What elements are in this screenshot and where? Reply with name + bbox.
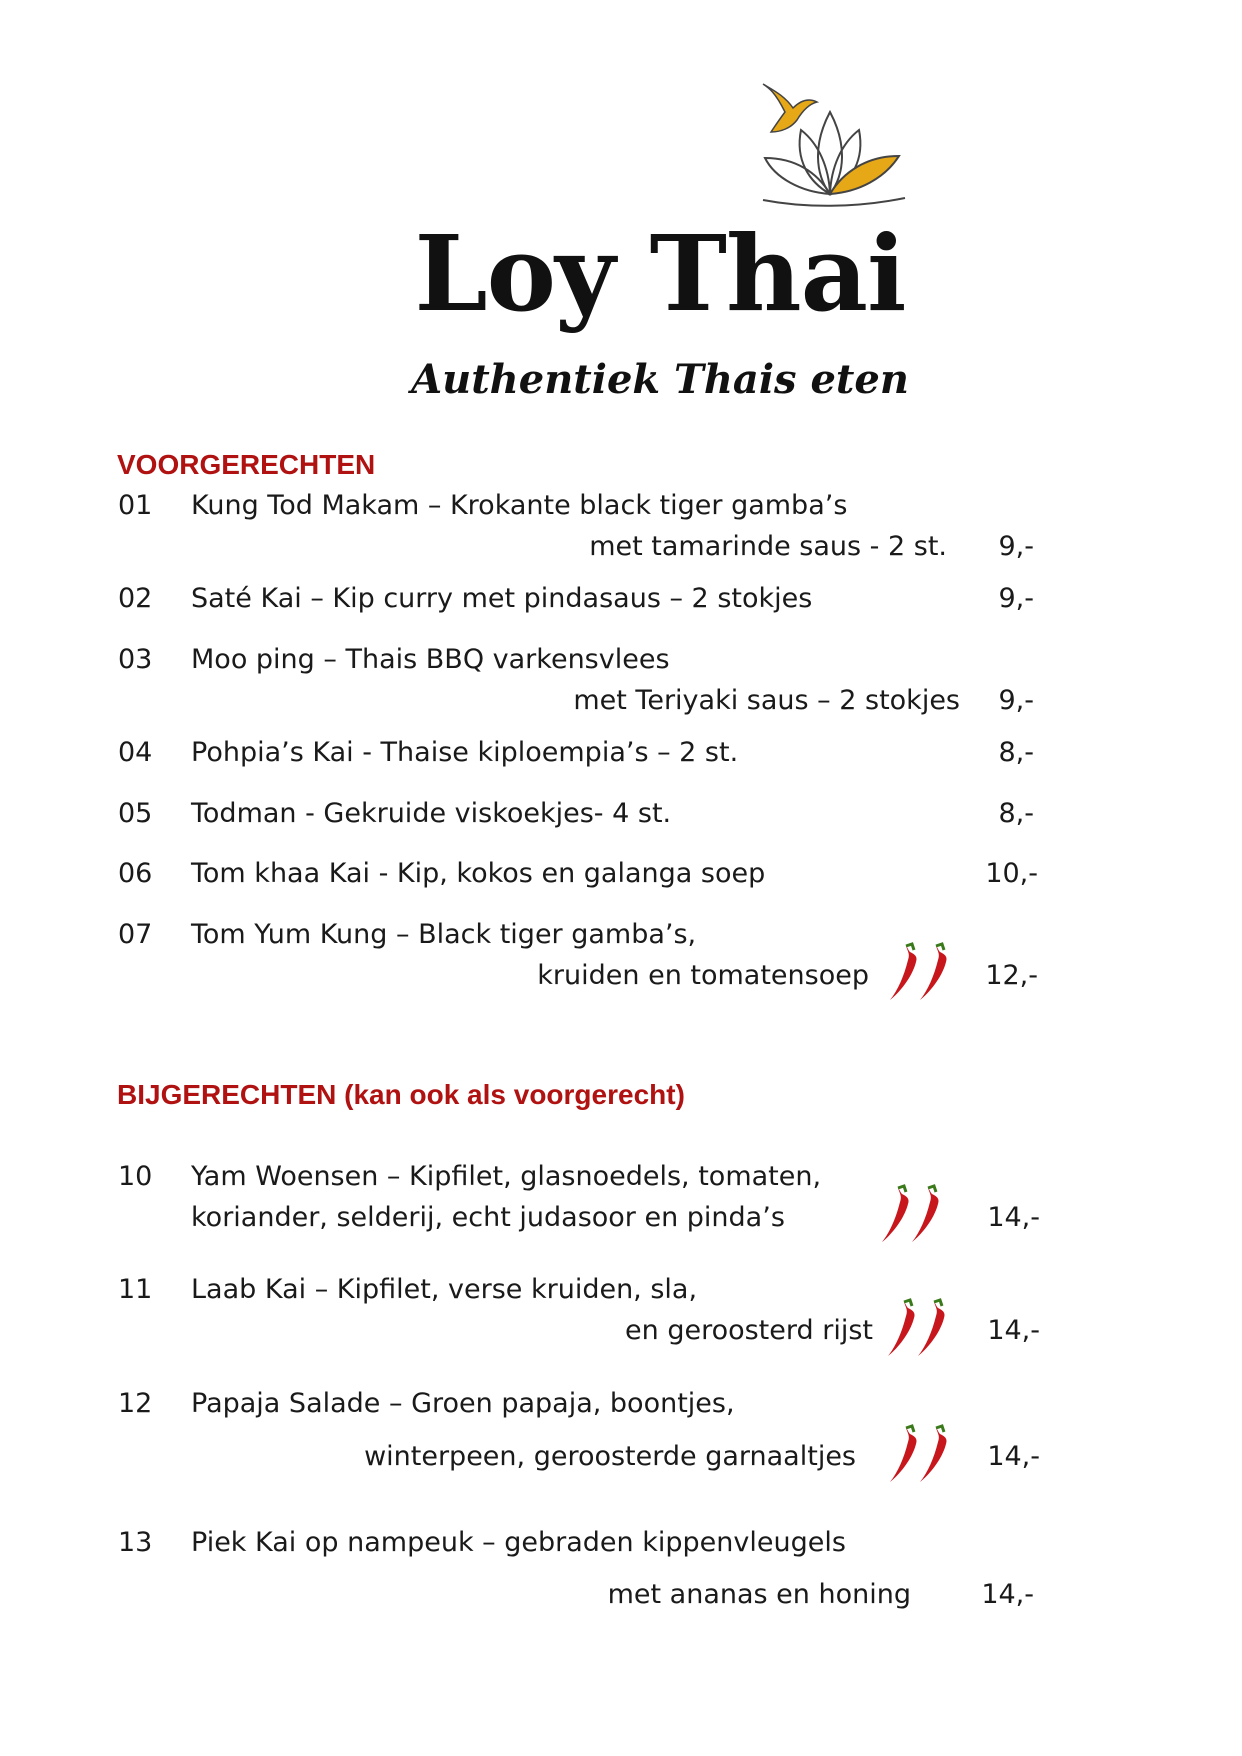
item-price: 8,-	[998, 798, 1034, 829]
item-price: 12,-	[985, 960, 1038, 991]
item-number: 01	[118, 490, 153, 521]
item-price: 14,-	[987, 1315, 1040, 1346]
item-number: 10	[118, 1161, 153, 1192]
item-price: 14,-	[987, 1441, 1040, 1472]
item-price: 8,-	[998, 737, 1034, 768]
item-description: Saté Kai – Kip curry met pindasaus – 2 stokjes	[191, 583, 813, 614]
item-description: Tom Yum Kung – Black tiger gamba’s,	[191, 919, 697, 950]
item-price: 9,-	[998, 685, 1034, 716]
item-description-continued: met tamarinde saus - 2 st.	[589, 531, 947, 562]
item-description: Yam Woensen – Kipfilet, glasnoedels, tomaten,	[191, 1161, 822, 1192]
item-number: 11	[118, 1274, 153, 1305]
item-description-continued: en geroosterd rijst	[625, 1315, 873, 1346]
item-description-continued: winterpeen, geroosterde garnaaltjes	[364, 1441, 856, 1472]
item-number: 07	[118, 919, 153, 950]
item-description-continued: koriander, selderij, echt judasoor en pinda’s	[191, 1202, 785, 1233]
item-description-continued: kruiden en tomatensoep	[537, 960, 869, 991]
item-number: 03	[118, 644, 153, 675]
item-price: 9,-	[998, 531, 1034, 562]
item-description: Moo ping – Thais BBQ varkensvlees	[191, 644, 670, 675]
item-description: Kung Tod Makam – Krokante black tiger gamba’s	[191, 490, 848, 521]
item-description: Todman - Gekruide viskoekjes- 4 st.	[191, 798, 672, 829]
item-description: Papaja Salade – Groen papaja, boontjes,	[191, 1388, 735, 1419]
item-number: 05	[118, 798, 153, 829]
item-description: Pohpia’s Kai - Thaise kiploempia’s – 2 st.	[191, 737, 739, 768]
item-price: 10,-	[985, 858, 1038, 889]
item-number: 12	[118, 1388, 153, 1419]
item-number: 02	[118, 583, 153, 614]
item-number: 13	[118, 1527, 153, 1558]
item-description: Tom khaa Kai - Kip, kokos en galanga soep	[191, 858, 766, 889]
lotus-with-bird-icon	[745, 82, 915, 210]
item-description: Laab Kai – Kipfilet, verse kruiden, sla,	[191, 1274, 698, 1305]
section-heading-bijgerechten: BIJGERECHTEN (kan ook als voorgerecht)	[117, 1079, 685, 1110]
item-number: 04	[118, 737, 153, 768]
brand-tagline: Authentiek Thais eten	[411, 356, 909, 403]
item-number: 06	[118, 858, 153, 889]
item-description: Piek Kai op nampeuk – gebraden kippenvleugels	[191, 1527, 846, 1558]
item-price: 14,-	[987, 1202, 1040, 1233]
item-description-continued: met ananas en honing	[607, 1579, 911, 1610]
item-description-continued: met Teriyaki saus – 2 stokjes	[573, 685, 960, 716]
brand-title: Loy Thai	[414, 212, 906, 335]
item-price: 14,-	[981, 1579, 1034, 1610]
item-price: 9,-	[998, 583, 1034, 614]
section-heading-voorgerechten: VOORGERECHTEN	[117, 449, 376, 480]
